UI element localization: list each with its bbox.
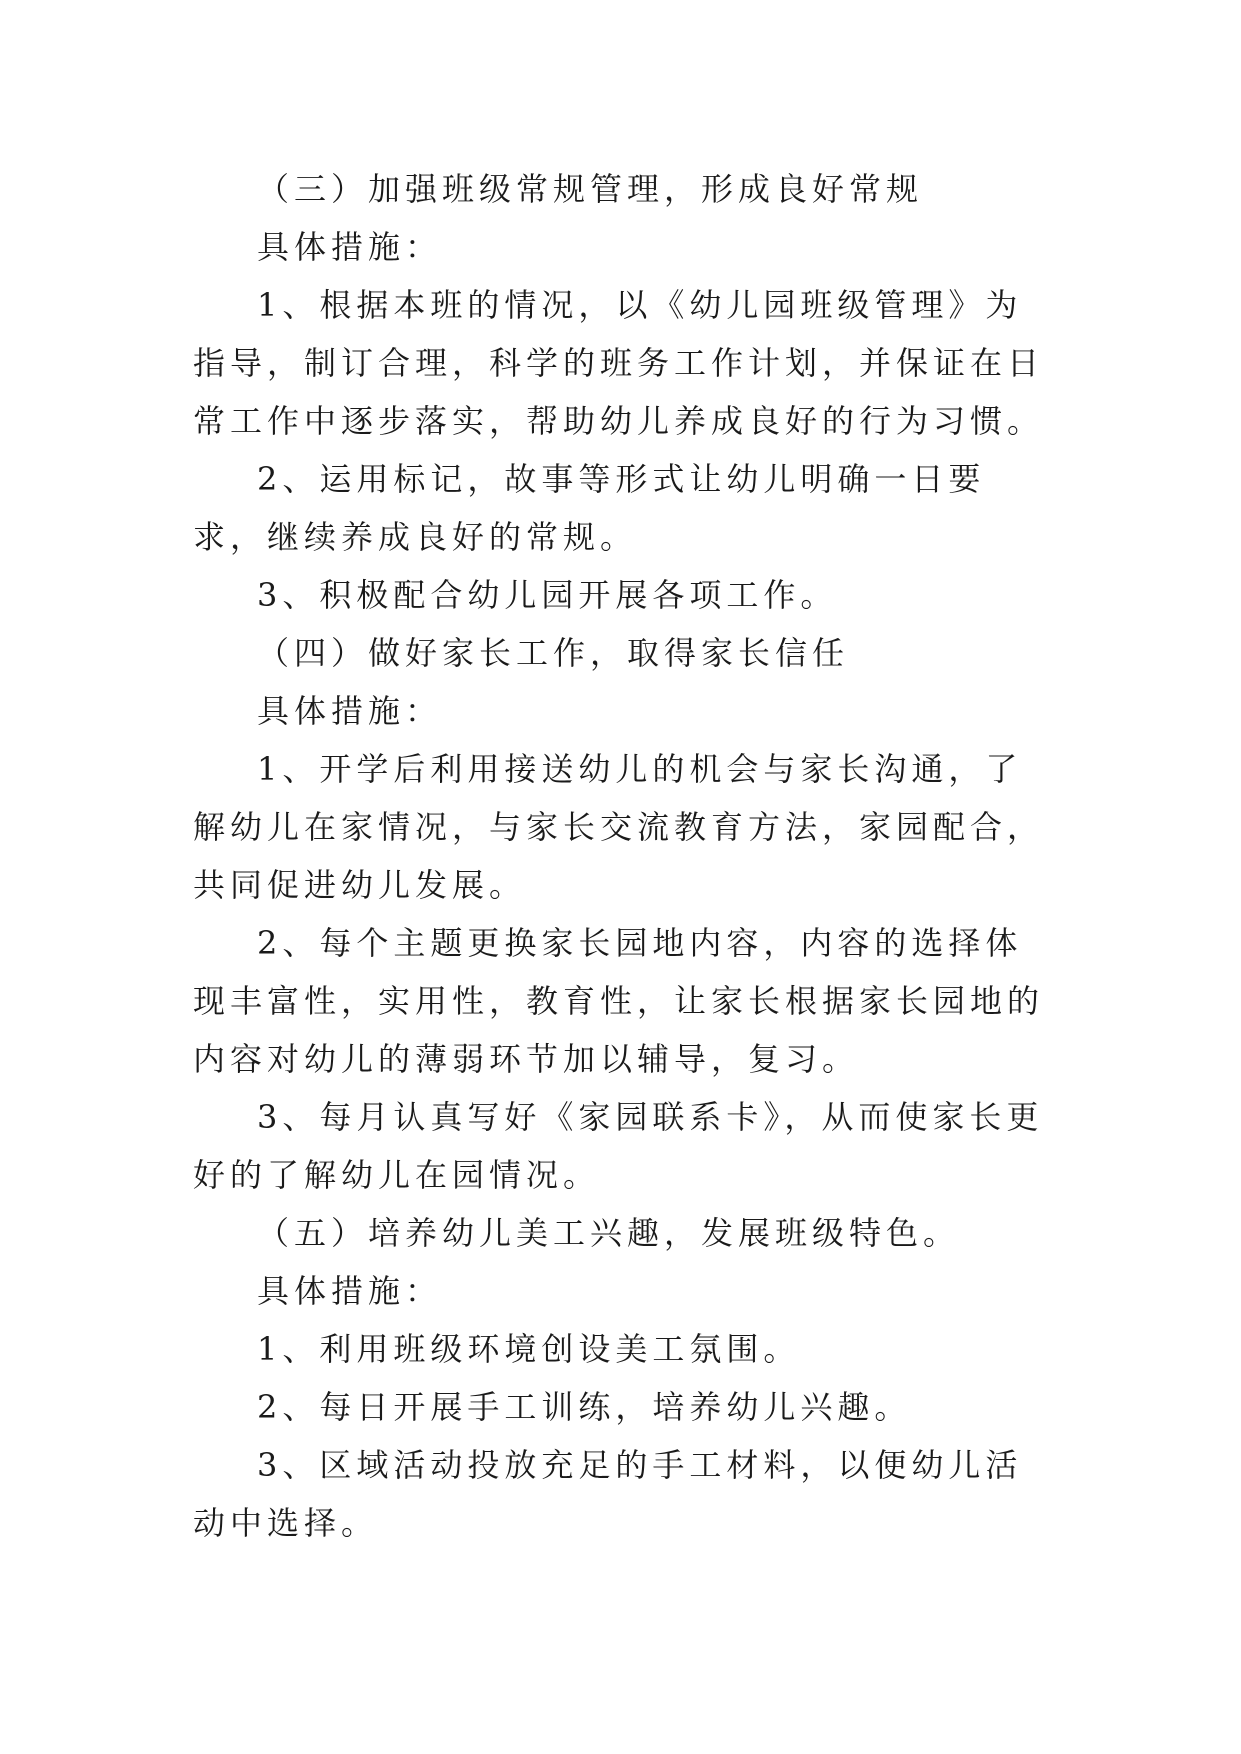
paragraph: 1、开学后利用接送幼儿的机会与家长沟通，了解幼儿在家情况，与家长交流教育方法，家园配合，共同促进幼儿发展。 <box>193 750 1045 904</box>
measures-label: 具体措施： <box>257 692 443 730</box>
paragraph: 2、每日开展手工训练，培养幼儿兴趣。 <box>257 1388 912 1426</box>
measures-label: 具体措施： <box>257 1272 443 1310</box>
paragraph: 1、根据本班的情况，以《幼儿园班级管理》为指导，制订合理，科学的班务工作计划，并保证在日常工作中逐步落实，帮助幼儿养成良好的行为习惯。 <box>193 286 1045 440</box>
paragraph: 2、每个主题更换家长园地内容，内容的选择体现丰富性，实用性，教育性，让家长根据家长园地的内容对幼儿的薄弱环节加以辅导，复习。 <box>193 924 1045 1078</box>
measures-label: 具体措施： <box>257 228 443 266</box>
paragraph: 2、运用标记，故事等形式让幼儿明确一日要求，继续养成良好的常规。 <box>193 460 986 556</box>
section-heading-4: （四）做好家长工作，取得家长信任 <box>257 634 850 672</box>
paragraph: 1、利用班级环境创设美工氛围。 <box>257 1330 801 1368</box>
document-body <box>193 160 1053 1552</box>
section-heading-3: （三）加强班级常规管理，形成良好常规 <box>257 170 924 208</box>
paragraph: 3、积极配合幼儿园开展各项工作。 <box>257 576 838 614</box>
paragraph: 3、每月认真写好《家园联系卡》，从而使家长更好的了解幼儿在园情况。 <box>193 1098 1044 1194</box>
section-heading-5: （五）培养幼儿美工兴趣，发展班级特色。 <box>257 1214 961 1252</box>
paragraph: 3、区域活动投放充足的手工材料，以便幼儿活动中选择。 <box>193 1446 1023 1542</box>
